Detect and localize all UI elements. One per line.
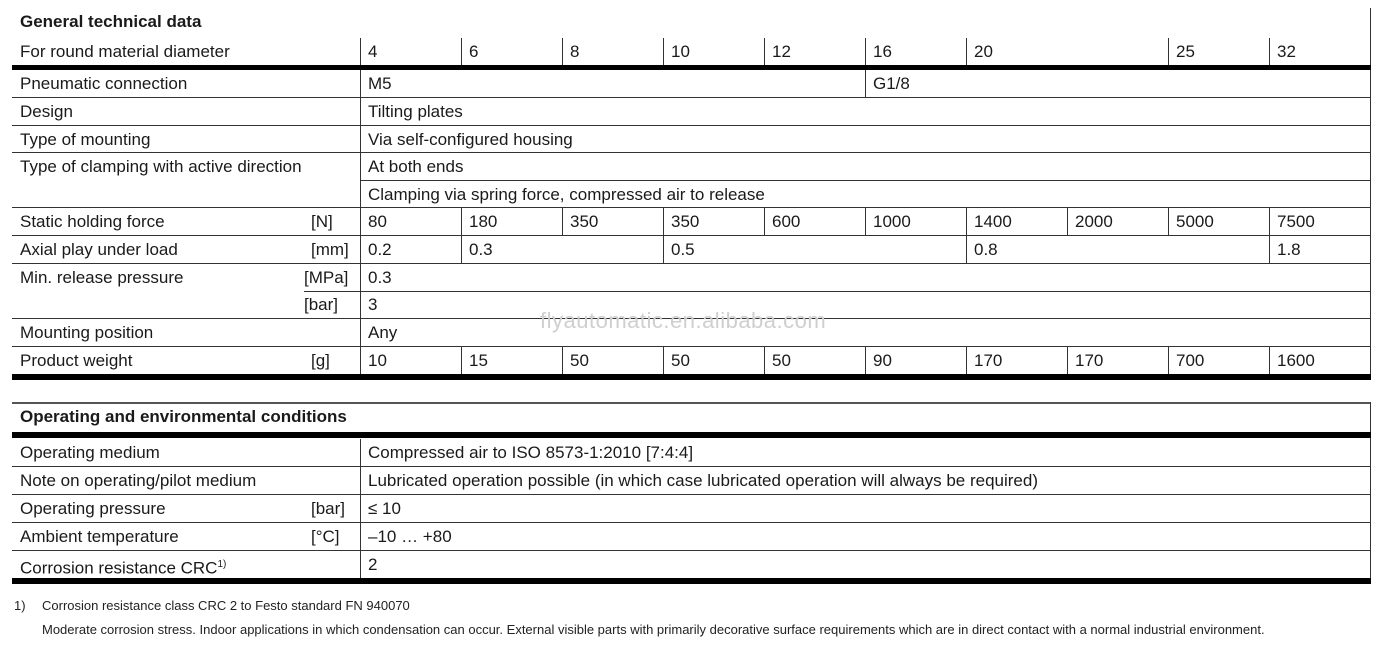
- table-right-border: [1370, 402, 1371, 432]
- value-cell: ≤ 10: [360, 495, 1371, 522]
- clamping-type-row: [12, 153, 1371, 208]
- section-title: General technical data: [20, 12, 202, 31]
- unit-label: [N]: [311, 212, 333, 231]
- value-cell: 3: [368, 295, 378, 314]
- row-label: Type of mounting: [20, 130, 151, 149]
- value-cell: 2000: [1067, 208, 1169, 235]
- value-cell: 700: [1168, 347, 1270, 374]
- unit-label: [MPa]: [304, 268, 349, 287]
- value-cell: Lubricated operation possible (in which case lubricated operation will always be required): [360, 467, 1371, 494]
- footnote-line-1: Corrosion resistance class CRC 2 to Festo standard FN 940070: [42, 598, 410, 613]
- row-label: Static holding force: [20, 212, 165, 231]
- row-label: Type of clamping with active direction: [20, 157, 302, 176]
- row-label: Min. release pressure: [20, 268, 184, 287]
- watermark-text: flyautomatic.en.alibaba.com: [540, 308, 827, 333]
- value-cell: 1000: [865, 208, 967, 235]
- row-label: Operating pressure: [20, 499, 166, 518]
- value-cell: 2: [360, 551, 1371, 578]
- pneumatic-connection-row: [12, 70, 1371, 98]
- value-cell: 10: [360, 347, 462, 374]
- value-cell: Compressed air to ISO 8573-1:2010 [7:4:4]: [360, 439, 1371, 466]
- footnote-marker: 1): [14, 598, 26, 613]
- unit-label: [°C]: [311, 527, 340, 546]
- holding-force-row: [12, 208, 1371, 236]
- value-cell: 15: [461, 347, 563, 374]
- value-cell: 50: [764, 347, 866, 374]
- diameter-cell: 6: [461, 38, 563, 65]
- value-cell: 350: [562, 208, 664, 235]
- value-cell: 180: [461, 208, 563, 235]
- corrosion-resistance-row: [12, 551, 1371, 578]
- value-cell: 0.5: [663, 236, 967, 263]
- value-cell: G1/8: [865, 70, 1371, 97]
- value-cell: 1600: [1269, 347, 1371, 374]
- row-label: [12, 551, 226, 578]
- value-cell: 600: [764, 208, 866, 235]
- value-cell: 50: [663, 347, 765, 374]
- value-cell: Via self-configured housing: [360, 126, 1371, 152]
- axial-play-row: [12, 236, 1371, 264]
- row-label: Pneumatic connection: [20, 74, 188, 93]
- footnote-ref: 1): [217, 559, 227, 570]
- operating-conditions-table: [12, 402, 1371, 588]
- row-label: Axial play under load: [20, 240, 178, 259]
- value-cell: Clamping via spring force, compressed air to release: [368, 185, 765, 204]
- operating-medium-row: [12, 439, 1371, 467]
- diameter-cell: 12: [764, 38, 866, 65]
- unit-label: [bar]: [304, 295, 339, 314]
- value-cell: 0.8: [966, 236, 1270, 263]
- section-title: Operating and environmental conditions: [20, 407, 347, 426]
- value-cell: At both ends: [361, 153, 1371, 181]
- row-label: Product weight: [20, 351, 133, 370]
- sub-divider: [304, 291, 1371, 292]
- diameter-cell: 25: [1168, 38, 1270, 65]
- row-label: Ambient temperature: [20, 527, 179, 546]
- value-cell: M5: [360, 70, 866, 97]
- value-cell: Any: [360, 319, 1371, 346]
- header-rule: [12, 432, 1371, 438]
- row-label: For round material diameter: [20, 42, 230, 61]
- row-label: Mounting position: [20, 323, 154, 342]
- diameter-header-row: [12, 38, 1371, 65]
- diameter-cell: 20: [966, 38, 1170, 65]
- clamping-values: [360, 153, 1371, 207]
- design-row: [12, 98, 1371, 126]
- value-cell: 5000: [1168, 208, 1270, 235]
- diameter-cell: 8: [562, 38, 664, 65]
- value-cell: 170: [966, 347, 1068, 374]
- value-cell: –10 … +80: [360, 523, 1371, 550]
- value-cell: 7500: [1269, 208, 1371, 235]
- value-cell: 0.3: [461, 236, 664, 263]
- value-cell: 0.2: [360, 236, 462, 263]
- table-bottom-rule: [12, 374, 1371, 380]
- footnote-line-2: Moderate corrosion stress. Indoor applications in which condensation can occur. External visible parts with primarily decorative surface requirements which are in direct contact with a normal industrial environment.: [42, 622, 1265, 637]
- value-cell: 1.8: [1269, 236, 1371, 263]
- value-cell: 170: [1067, 347, 1169, 374]
- value-cell: 0.3: [368, 268, 392, 287]
- product-weight-row: [12, 347, 1371, 374]
- ambient-temperature-row: [12, 523, 1371, 551]
- unit-label: [mm]: [311, 240, 349, 259]
- mounting-type-row: [12, 126, 1371, 153]
- unit-label: [g]: [311, 351, 330, 370]
- diameter-cell: 4: [360, 38, 462, 65]
- operating-pressure-row: [12, 495, 1371, 523]
- value-cell: Tilting plates: [360, 98, 1371, 125]
- table-bottom-rule: [12, 578, 1371, 584]
- unit-label: [bar]: [311, 499, 346, 518]
- pilot-medium-note-row: [12, 467, 1371, 495]
- diameter-cell: 10: [663, 38, 765, 65]
- value-cell: 50: [562, 347, 664, 374]
- value-cell: 80: [360, 208, 462, 235]
- row-label: Note on operating/pilot medium: [20, 471, 257, 490]
- value-cell: 350: [663, 208, 765, 235]
- value-cell: 90: [865, 347, 967, 374]
- corrosion-label: Corrosion resistance CRC: [20, 558, 218, 578]
- section-top-rule: [12, 402, 1371, 404]
- value-cell: 1400: [966, 208, 1068, 235]
- row-label: Design: [20, 102, 73, 121]
- diameter-cell: 16: [865, 38, 967, 65]
- row-label: Operating medium: [20, 443, 160, 462]
- diameter-cell: 32: [1269, 38, 1371, 65]
